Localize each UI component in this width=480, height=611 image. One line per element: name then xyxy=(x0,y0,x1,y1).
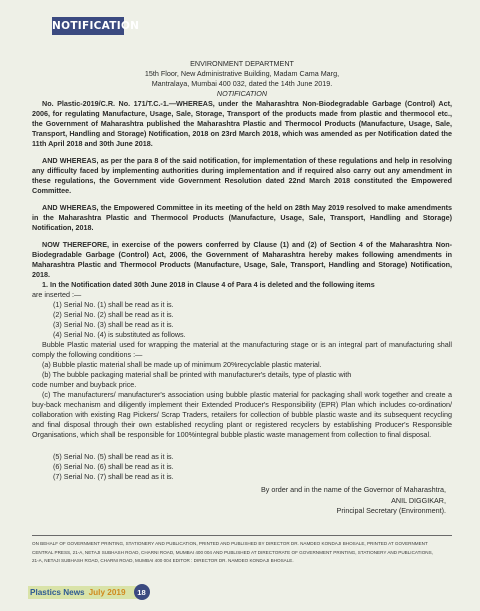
notification-label: NOTIFICATION xyxy=(216,89,268,98)
amendment-item-1: 1. In the Notification dated 30th June 2018 in Clause 4 of Para 4 is deleted and the following items xyxy=(42,280,375,289)
serial-item-5: (5) Serial No. (5) shall be read as it is. xyxy=(53,452,174,461)
condition-a: (a) Bubble plastic material shall be made up of minimum 20%recyclable plastic material. xyxy=(42,360,322,369)
department-name: ENVIRONMENT DEPARTMENT xyxy=(190,59,294,68)
serial-item-6: (6) Serial No. (6) shall be read as it is. xyxy=(53,462,174,471)
imprint-line-1: ON BEHALF OF GOVERNMENT PRINTING, STATIONERY AND PUBLICATION, PRINTED AND PUBLISHED BY DIRECTOR DR. NAMDEO KONDAJI BHOSALE, PRINTED AT GOVERNMENT xyxy=(32,541,428,546)
paragraph-whereas-1: No. Plastic-2019/C.R. No. 171/T.C.-1.—WHEREAS, under the Maharashtra Non-Biodegradable Garbage (Control) Act, 2006, for regulating Manufacture, Usage, Sale, Storage, Transport of the products made from plastic and thermocol etc., the Government of Maharashtra published the Maharashtra Plastic and Thermocol Products (Manufacture, Usage, Sale, Transport, Handling and Storage) Notification, 2018 on 23rd March 2018, which was amended as per Notification dated the 11th April 2018 and 30th June 2018. xyxy=(32,99,452,148)
address-line-1: 15th Floor, New Administrative Building, Madam Cama Marg, xyxy=(144,69,340,78)
imprint-line-2: CENTRAL PRESS, 21-A, NETAJI SUBHASH ROAD, CHARNI ROAD, MUMBAI 400 004 AND PUBLISHED AT DIRECTORATE OF GOVERNMENT PRINTING, STATIONERY AND PUBLICATIONS, xyxy=(32,549,433,555)
signature-block xyxy=(261,485,446,517)
paragraph-now-therefore: NOW THEREFORE, in exercise of the powers conferred by Clause (1) and (2) of Section 4 of the Maharashtra Non-Biodegradable Garbage (Control) Act, 2006, the Government of Maharashtra hereby makes following amendments in Maharashtra Plastic and Thermocol Products (Manufacture, Usage, Sale, Transport, Handling and Storage) Notification, 2018. xyxy=(32,240,452,279)
condition-b-cont: code number and buyback price. xyxy=(32,380,137,389)
serial-item-4: (4) Serial No. (4) is substituted as follows. xyxy=(53,330,186,339)
section-banner xyxy=(52,17,140,35)
page-number-badge: 18 xyxy=(134,584,150,600)
paragraph-whereas-3: AND WHEREAS, the Empowered Committee in its meeting of the held on 28th May 2019 resolved to make amendments in the Maharashtra Plastic and Thermocol Products (Manufacture, Usage, Sale, Transport, Handling and Storage) Notification, 2018. xyxy=(32,203,452,232)
serial-item-2: (2) Serial No. (2) shall be read as it is. xyxy=(53,310,174,319)
paragraph-whereas-2: AND WHEREAS, as per the para 8 of the said notification, for implementation of these regulations and help in resolving any difficulty faced by implementing authorities during implementation and if required also carry out any amendment in these regulations, the Government vide Government Resolution dated 22nd March 2018 constituted the Empowered Committee. xyxy=(32,156,452,195)
imprint-line-3: 21-A, NETAJI SUBHASH ROAD, CHARNI ROAD, MUMBAI 400 004 EDITOR : DIRECTOR DR. NAMDEO KONDAJI BHOSALE. xyxy=(32,558,294,563)
page-footer xyxy=(30,585,150,599)
condition-c: (c) The manufacturers/ manufacturer's association using bubble plastic material for packaging shall work together and create a buy-back mechanism and diligently implement their Extended Producer's Responsibility (EPR) Plan which includes co-ordination/ collaboration with existing Rag Pickers/ Scrap Traders, retailers for collection of bubble plastic waste and its subsequent recycling and final disposal through their own established recycling plant or registered recyclers by establishing Producer's Responsible Organisations, which shall be responsible for 100%integral bubble plastic waste management from collection to final disposal. xyxy=(32,390,452,439)
amendment-item-1-cont: are inserted :— xyxy=(32,290,82,299)
condition-b: (b) The bubble packaging material shall be printed with manufacturer's details, type of plastic with xyxy=(42,370,352,379)
signatory-title: Principal Secretary (Environment). xyxy=(336,506,446,515)
serial-item-3: (3) Serial No. (3) shall be read as it is. xyxy=(53,320,174,329)
bubble-plastic-paragraph: Bubble Plastic material used for wrapping the material at the manufacturing stage or is an integral part of manufacturing shall comply the following conditions :— xyxy=(32,340,452,359)
serial-item-7: (7) Serial No. (7) shall be read as it is. xyxy=(53,472,174,481)
section-header: NOTIFICATION xyxy=(52,20,140,32)
issue-date: July 2019 xyxy=(88,587,126,597)
address-line-2: Mantralaya, Mumbai 400 032, dated the 14th June 2019. xyxy=(151,79,333,88)
notification-body xyxy=(32,59,452,482)
imprint-footer xyxy=(32,540,452,566)
footer-divider xyxy=(32,535,452,536)
serial-item-1: (1) Serial No. (1) shall be read as it is. xyxy=(53,300,174,309)
signature-line-1: By order and in the name of the Governor of Maharashtra, xyxy=(261,485,446,494)
signatory-name: ANIL DIGGIKAR, xyxy=(391,495,446,505)
publication-name: Plastics News xyxy=(30,587,85,597)
